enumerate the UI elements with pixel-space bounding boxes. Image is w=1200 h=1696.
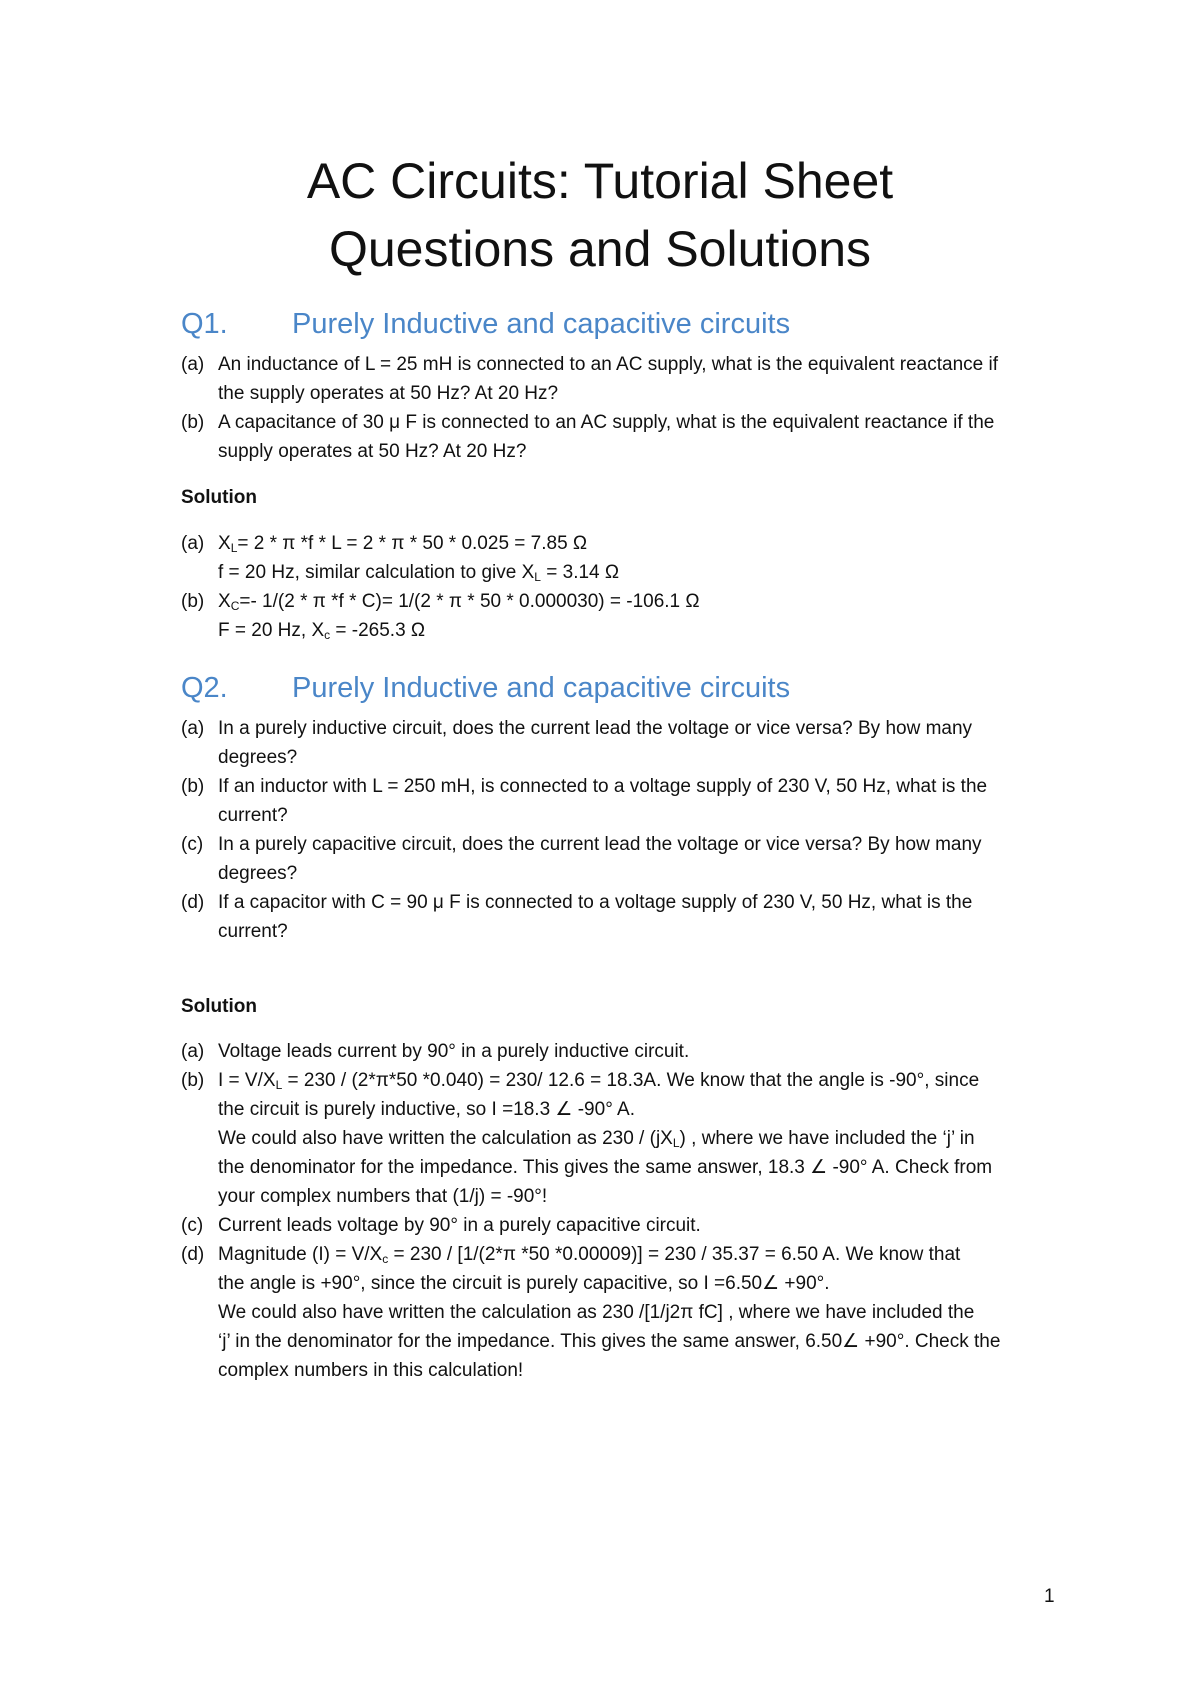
sol2-d-line5: complex numbers in this calculation! [218, 1360, 524, 1381]
q1-heading-text: Purely Inductive and capacitive circuits [292, 308, 791, 340]
q2-heading-text: Purely Inductive and capacitive circuits [292, 672, 791, 704]
q2-a-line1: In a purely inductive circuit, does the current lead the voltage or vice versa? By how many [218, 718, 973, 739]
q2-heading [181, 672, 790, 705]
q1-b-label: (b) [181, 412, 205, 433]
sol2-a-label: (a) [181, 1041, 205, 1062]
sol2-d-line4: ‘j’ in the denominator for the impedance. This gives the same answer, 6.50∠ +90°. Check the [218, 1331, 1001, 1352]
q2-c-label: (c) [181, 834, 204, 855]
sol2-d-line1: Magnitude $(I) = V/X_c = 230 / [1/(2*\pi$ *50 *0.00009)] = 230 / 35.37 = 6.50 A. We know that [218, 1244, 961, 1266]
q2-b-line1: If an inductor with L = 250 mH, is connected to a voltage supply of 230 V, 50 Hz, what is the [218, 776, 988, 797]
q2-b-line2: current? [218, 805, 288, 826]
sol2-b-line4: the denominator for the impedance. This gives the same answer, 18.3 ∠ -90° A. Check from [218, 1157, 993, 1178]
sol2-b-line3: We could also have written the calculation as $230 / (jX_L)$ , where we have included the ‘j’ in [218, 1128, 975, 1150]
sol2-c-line1: Current leads voltage by 90° in a purely capacitive circuit. [218, 1215, 701, 1236]
sol1-a-label: (a) [181, 533, 205, 554]
solution1-label: Solution [181, 487, 257, 508]
sol2-b-line2: the circuit is purely inductive, so I =18.3 ∠ -90° A. [218, 1099, 635, 1120]
sol2-c-label: (c) [181, 1215, 204, 1236]
q1-b-line2: supply operates at 50 Hz? At 20 Hz? [218, 441, 527, 462]
q1-b-line1: A capacitance of 30 μ F is connected to an AC supply, what is the equivalent reactance if the [218, 412, 995, 433]
sol2-b-line5: your complex numbers that (1/j) = -90°! [218, 1186, 548, 1207]
sol1-b-line1: $X_C=-$ 1/(2 * π *f * C)= 1/(2 * π * 50 * 0.000030) = -106.1 Ω [218, 591, 700, 613]
solution2-label: Solution [181, 996, 257, 1017]
q2-c-line1: In a purely capacitive circuit, does the current lead the voltage or vice versa? By how many [218, 834, 982, 855]
document-title: AC Circuits: Tutorial Sheet [306, 153, 894, 209]
q1-a-line2: the supply operates at 50 Hz? At 20 Hz? [218, 383, 559, 404]
sol2-b-line1: $I = V/X_L = 230 / (2*\pi*50$ *0.040) = 230/ 12.6 = 18.3A. We know that the angle is -90°, since [218, 1070, 980, 1092]
q2-d-line2: current? [218, 921, 288, 942]
document-subtitle: Questions and Solutions [328, 221, 872, 277]
q2-b-label: (b) [181, 776, 205, 797]
q2-a-label: (a) [181, 718, 205, 739]
q1-heading [181, 308, 790, 341]
page-number: 1 [1044, 1586, 1055, 1607]
sol2-d-label: (d) [181, 1244, 205, 1265]
sol2-b-label: (b) [181, 1070, 205, 1091]
sol1-b-line2: F = 20 Hz, $X_c = -265.3$ Ω [218, 620, 426, 642]
sol2-d-line2: the angle is +90°, since the circuit is purely capacitive, so I =6.50∠ +90°. [218, 1273, 830, 1294]
q2-c-line2: degrees? [218, 863, 298, 884]
q2-d-label: (d) [181, 892, 205, 913]
sol1-a-line1: $X_L= 2 * \pi$ *f * L = 2 * π * 50 * 0.025 = 7.85 Ω [218, 533, 588, 555]
sol1-b-label: (b) [181, 591, 205, 612]
q2-d-line1: If a capacitor with C = 90 μ F is connected to a voltage supply of 230 V, 50 Hz, what is the [218, 892, 973, 913]
sol1-a-line2: f = 20 Hz, similar calculation to give $X_L = 3.14$ Ω [218, 562, 620, 584]
sol2-a-line1: Voltage leads current by 90° in a purely inductive circuit. [218, 1041, 690, 1062]
q2-a-line2: degrees? [218, 747, 298, 768]
q1-number: Q1. [181, 308, 228, 340]
q1-a-label: (a) [181, 354, 205, 375]
q2-number: Q2. [181, 672, 228, 704]
q1-a-line1: An inductance of L = 25 mH is connected to an AC supply, what is the equivalent reactance if [218, 354, 998, 375]
sol2-d-line3: We could also have written the calculation as 230 /[1/j2π fC] , where we have included the [218, 1302, 975, 1323]
